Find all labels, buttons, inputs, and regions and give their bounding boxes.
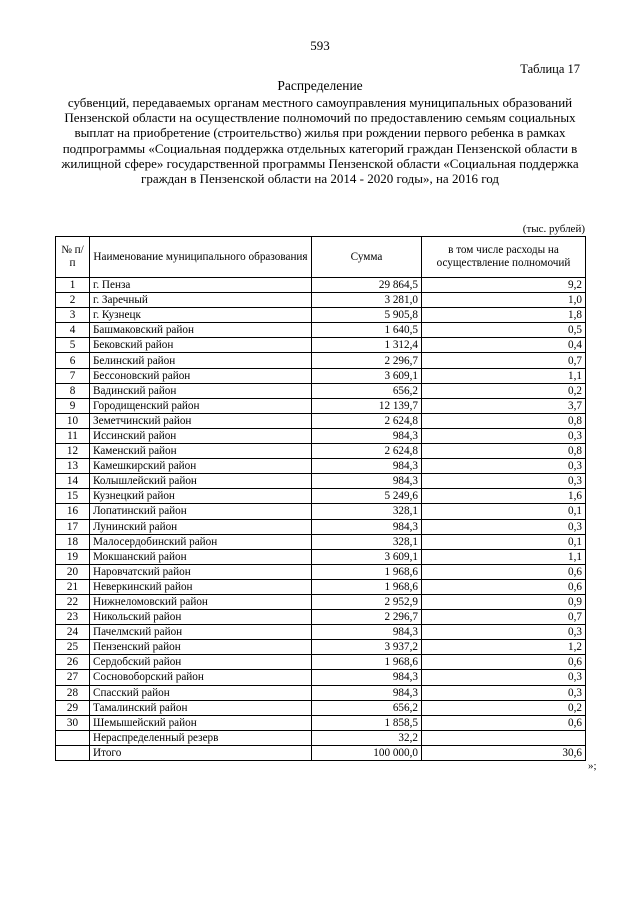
table-row: [56, 444, 586, 459]
row-number-cell: 16: [56, 504, 90, 519]
row-number-cell: 13: [56, 459, 90, 474]
municipality-cell: Земетчинский район: [90, 413, 312, 428]
page-number: 593: [310, 38, 330, 53]
sum-cell: 2 624,8: [312, 413, 422, 428]
table-row: [56, 715, 586, 730]
table-row: [56, 504, 586, 519]
header-name: Наименование муниципального образования: [90, 237, 312, 278]
table-row: [56, 610, 586, 625]
incl-cell: 0,5: [422, 323, 586, 338]
row-number-cell: 11: [56, 428, 90, 443]
municipality-cell: г. Заречный: [90, 293, 312, 308]
sum-cell: 5 905,8: [312, 308, 422, 323]
row-number-cell: 8: [56, 383, 90, 398]
header-incl: в том числе расходы на осуществление полномочий: [422, 237, 586, 278]
sum-cell: 984,3: [312, 670, 422, 685]
municipality-cell: Мокшанский район: [90, 549, 312, 564]
table-row: [56, 534, 586, 549]
sum-cell: 5 249,6: [312, 489, 422, 504]
municipality-cell: Лопатинский район: [90, 504, 312, 519]
row-number-cell: 2: [56, 293, 90, 308]
sum-cell: 1 312,4: [312, 338, 422, 353]
table-row: [56, 594, 586, 609]
incl-cell: 9,2: [422, 278, 586, 293]
municipality-cell: г. Пенза: [90, 278, 312, 293]
sum-cell: 2 296,7: [312, 353, 422, 368]
sum-cell: 984,3: [312, 459, 422, 474]
municipality-cell: Иссинский район: [90, 428, 312, 443]
municipality-cell: Башмаковский район: [90, 323, 312, 338]
table-row: [56, 308, 586, 323]
incl-cell: 1,2: [422, 640, 586, 655]
table-row: [56, 474, 586, 489]
row-number-cell: 27: [56, 670, 90, 685]
row-number-cell: 9: [56, 398, 90, 413]
incl-cell: 0,2: [422, 700, 586, 715]
sum-cell: 656,2: [312, 383, 422, 398]
row-number-cell: 1: [56, 278, 90, 293]
closing-mark: »;: [588, 760, 597, 772]
row-number-cell: 17: [56, 519, 90, 534]
incl-cell: [422, 730, 586, 745]
incl-cell: 3,7: [422, 398, 586, 413]
document-subtitle: субвенций, передаваемых органам местного самоуправления муниципальных образований Пензенской области на осуществление полномочий по предоставлению семьям социальных выплат на приобретение (строительство) жилья при рождении первого ребенка в рамках подпрограммы «Социальная поддержка отдельных категорий граждан Пензенской области в жилищной сфере» государственной программы Пензенской области «Социальная поддержка граждан в Пензенской области на 2014 - 2020 годы», на 2016 год: [61, 95, 579, 187]
incl-cell: 0,6: [422, 715, 586, 730]
row-number-cell: 20: [56, 564, 90, 579]
row-number-cell: 12: [56, 444, 90, 459]
units-note: (тыс. рублей): [522, 223, 585, 235]
municipality-cell: Сосновоборский район: [90, 670, 312, 685]
row-number-cell: [56, 745, 90, 760]
municipality-cell: Каменский район: [90, 444, 312, 459]
table-row: [56, 293, 586, 308]
table-row: [56, 353, 586, 368]
table-row: [56, 670, 586, 685]
municipality-cell: г. Кузнецк: [90, 308, 312, 323]
document-title: Распределение: [277, 78, 363, 93]
table-row: [56, 519, 586, 534]
sum-cell: 1 640,5: [312, 323, 422, 338]
incl-cell: 0,7: [422, 610, 586, 625]
sum-cell: 656,2: [312, 700, 422, 715]
table-row: [56, 549, 586, 564]
incl-cell: 0,3: [422, 670, 586, 685]
sum-cell: 328,1: [312, 534, 422, 549]
incl-cell: 0,6: [422, 655, 586, 670]
row-number-cell: 25: [56, 640, 90, 655]
municipality-cell: Кузнецкий район: [90, 489, 312, 504]
municipality-cell: Нераспределенный резерв: [90, 730, 312, 745]
row-number-cell: 6: [56, 353, 90, 368]
table-row: [56, 579, 586, 594]
row-number-cell: 7: [56, 368, 90, 383]
table-row: [56, 489, 586, 504]
sum-cell: 1 968,6: [312, 579, 422, 594]
row-number-cell: 30: [56, 715, 90, 730]
municipality-cell: Городищенский район: [90, 398, 312, 413]
incl-cell: 1,1: [422, 549, 586, 564]
table-row: [56, 640, 586, 655]
row-number-cell: 28: [56, 685, 90, 700]
incl-cell: 0,3: [422, 459, 586, 474]
incl-cell: 0,3: [422, 625, 586, 640]
sum-cell: 32,2: [312, 730, 422, 745]
incl-cell: 0,7: [422, 353, 586, 368]
table-label: Таблица 17: [520, 62, 580, 76]
municipality-cell: Наровчатский район: [90, 564, 312, 579]
sum-cell: 2 296,7: [312, 610, 422, 625]
sum-cell: 984,3: [312, 625, 422, 640]
incl-cell: 1,6: [422, 489, 586, 504]
table-row: [56, 383, 586, 398]
incl-cell: 0,8: [422, 413, 586, 428]
row-number-cell: 26: [56, 655, 90, 670]
sum-cell: 3 937,2: [312, 640, 422, 655]
table-body: [56, 278, 586, 761]
row-number-cell: 24: [56, 625, 90, 640]
sum-cell: 12 139,7: [312, 398, 422, 413]
table-row: [56, 428, 586, 443]
incl-cell: 0,6: [422, 579, 586, 594]
distribution-table: [55, 236, 586, 761]
incl-cell: 30,6: [422, 745, 586, 760]
incl-cell: 0,3: [422, 428, 586, 443]
incl-cell: 0,3: [422, 519, 586, 534]
sum-cell: 1 968,6: [312, 655, 422, 670]
row-number-cell: 4: [56, 323, 90, 338]
municipality-cell: Тамалинский район: [90, 700, 312, 715]
incl-cell: 0,9: [422, 594, 586, 609]
incl-cell: 0,3: [422, 685, 586, 700]
row-number-cell: 15: [56, 489, 90, 504]
municipality-cell: Сердобский район: [90, 655, 312, 670]
sum-cell: 1 858,5: [312, 715, 422, 730]
incl-cell: 0,8: [422, 444, 586, 459]
table-row: [56, 338, 586, 353]
table-row: [56, 730, 586, 745]
table-row: [56, 398, 586, 413]
table-row: [56, 700, 586, 715]
municipality-cell: Итого: [90, 745, 312, 760]
sum-cell: 984,3: [312, 685, 422, 700]
row-number-cell: 29: [56, 700, 90, 715]
row-number-cell: 14: [56, 474, 90, 489]
row-number-cell: 5: [56, 338, 90, 353]
table-row: [56, 278, 586, 293]
municipality-cell: Лунинский район: [90, 519, 312, 534]
municipality-cell: Никольский район: [90, 610, 312, 625]
municipality-cell: Камешкирский район: [90, 459, 312, 474]
incl-cell: 0,1: [422, 534, 586, 549]
municipality-cell: Колышлейский район: [90, 474, 312, 489]
municipality-cell: Бековский район: [90, 338, 312, 353]
table-header-row: [56, 237, 586, 278]
sum-cell: 328,1: [312, 504, 422, 519]
incl-cell: 0,3: [422, 474, 586, 489]
row-number-cell: [56, 730, 90, 745]
table-row: [56, 413, 586, 428]
row-number-cell: 19: [56, 549, 90, 564]
table-row: [56, 655, 586, 670]
sum-cell: 984,3: [312, 519, 422, 534]
row-number-cell: 3: [56, 308, 90, 323]
row-number-cell: 22: [56, 594, 90, 609]
municipality-cell: Шемышейский район: [90, 715, 312, 730]
sum-cell: 29 864,5: [312, 278, 422, 293]
table-row: [56, 564, 586, 579]
table-row: [56, 323, 586, 338]
incl-cell: 0,2: [422, 383, 586, 398]
incl-cell: 1,1: [422, 368, 586, 383]
municipality-cell: Спасский район: [90, 685, 312, 700]
header-num: № п/п: [56, 237, 90, 278]
table-row: [56, 685, 586, 700]
sum-cell: 2 624,8: [312, 444, 422, 459]
sum-cell: 2 952,9: [312, 594, 422, 609]
municipality-cell: Вадинский район: [90, 383, 312, 398]
header-sum: Сумма: [312, 237, 422, 278]
municipality-cell: Неверкинский район: [90, 579, 312, 594]
municipality-cell: Нижнеломовский район: [90, 594, 312, 609]
table-row: [56, 745, 586, 760]
incl-cell: 0,6: [422, 564, 586, 579]
incl-cell: 1,0: [422, 293, 586, 308]
sum-cell: 984,3: [312, 474, 422, 489]
sum-cell: 3 609,1: [312, 549, 422, 564]
row-number-cell: 21: [56, 579, 90, 594]
incl-cell: 0,4: [422, 338, 586, 353]
incl-cell: 0,1: [422, 504, 586, 519]
municipality-cell: Малосердобинский район: [90, 534, 312, 549]
incl-cell: 1,8: [422, 308, 586, 323]
municipality-cell: Бессоновский район: [90, 368, 312, 383]
sum-cell: 100 000,0: [312, 745, 422, 760]
sum-cell: 984,3: [312, 428, 422, 443]
municipality-cell: Пачелмский район: [90, 625, 312, 640]
table-row: [56, 459, 586, 474]
municipality-cell: Пензенский район: [90, 640, 312, 655]
sum-cell: 3 281,0: [312, 293, 422, 308]
municipality-cell: Белинский район: [90, 353, 312, 368]
sum-cell: 3 609,1: [312, 368, 422, 383]
row-number-cell: 23: [56, 610, 90, 625]
row-number-cell: 18: [56, 534, 90, 549]
row-number-cell: 10: [56, 413, 90, 428]
table-row: [56, 368, 586, 383]
sum-cell: 1 968,6: [312, 564, 422, 579]
table-row: [56, 625, 586, 640]
